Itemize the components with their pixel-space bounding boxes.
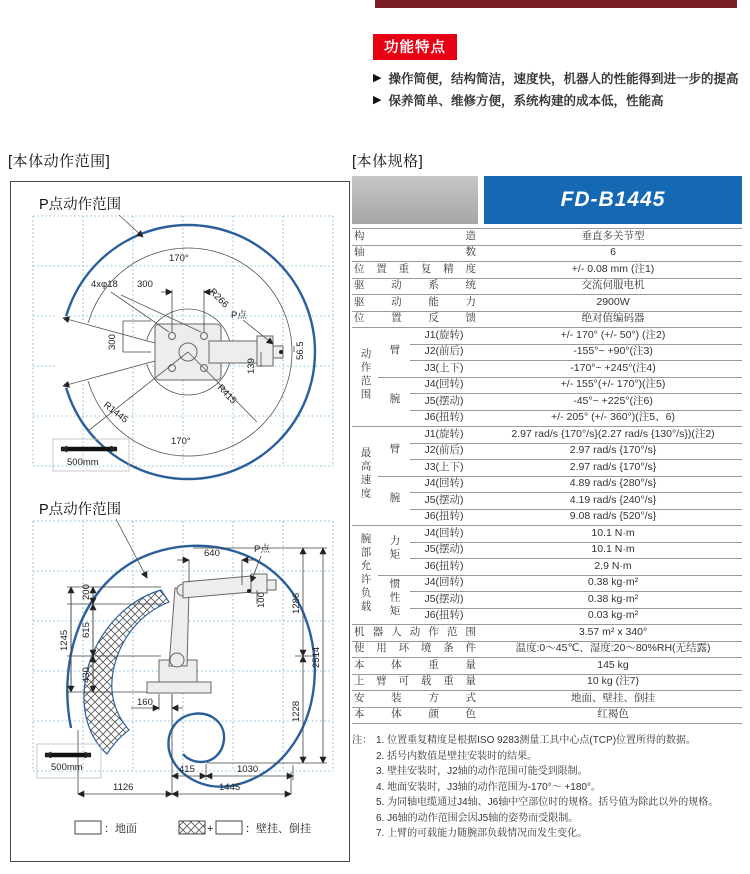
r266-label: R266 xyxy=(206,286,231,311)
joint-label: J1(旋转) xyxy=(410,427,478,444)
plan-dimensions xyxy=(88,215,294,431)
joint-label: J5(摆动) xyxy=(410,493,478,510)
row-value: -155°~ +90°(注3) xyxy=(484,344,742,361)
motion-range-heading: [本体动作范围] xyxy=(8,153,111,170)
dim-160: 160 xyxy=(137,697,153,708)
row-value: 4.89 rad/s {280°/s} xyxy=(484,476,742,493)
row-label: 驱动能力 xyxy=(354,295,477,308)
robot-top-view xyxy=(155,324,283,380)
table-row xyxy=(352,394,742,411)
dim-200: 200 xyxy=(81,584,92,600)
r415-label: R415 xyxy=(214,382,239,407)
row-value: 地面、壁挂、倒挂 xyxy=(484,691,742,708)
row-value: 0.03 kg·m² xyxy=(484,608,742,625)
spec-table-header xyxy=(352,176,742,224)
table-row xyxy=(352,311,742,328)
joint-label: J6(扭转) xyxy=(410,410,478,427)
note-line: 3. 壁挂安装时，J2轴的动作范围可能受到限制。 xyxy=(376,766,588,777)
p-point-label: P点 xyxy=(254,544,270,555)
dim-415: 415 xyxy=(179,764,195,775)
table-row xyxy=(352,344,742,361)
row-value: +/- 205° (+/- 360°)(注5、6) xyxy=(484,410,742,427)
joint-label: J4(回转) xyxy=(410,526,478,543)
note-line: 1. 位置重复精度是根据ISO 9283测量工具中心点(TCP)位置所得的数据。 xyxy=(376,735,697,746)
row-label: 位置重复精度 xyxy=(354,262,477,275)
row-value: +/- 155°(+/- 170°)(注5) xyxy=(484,377,742,394)
legend-plus: + xyxy=(207,823,214,835)
motion-range-diagram-box xyxy=(10,181,350,862)
side-view-diagram xyxy=(11,490,349,859)
group-label: 动作范围 xyxy=(359,348,372,403)
top-accent-bar xyxy=(375,0,737,8)
joint-label: J6(扭转) xyxy=(410,509,478,526)
row-value: 2.97 rad/s {170°/s} xyxy=(484,460,742,477)
row-value: -45°~ +225°(注6) xyxy=(484,394,742,411)
note-line: 2. 括号内数值是壁挂安装时的结果。 xyxy=(376,750,538,762)
table-row xyxy=(352,641,742,658)
table-row xyxy=(352,707,742,724)
row-value: 绝对值编码器 xyxy=(484,311,742,328)
row-label: 构造 xyxy=(354,229,477,242)
row-value: 10.1 N·m xyxy=(484,542,742,559)
bullet-triangle-icon: ▶ xyxy=(373,94,382,106)
row-label: 使用环境条件 xyxy=(354,642,477,655)
table-row xyxy=(352,575,742,592)
row-label: 上臂可载重量 xyxy=(354,675,477,688)
group-label: 腕部允许负载 xyxy=(359,532,372,614)
joint-label: J2(前后) xyxy=(410,443,478,460)
row-value: 3.57 m² x 340° xyxy=(484,625,742,642)
joint-label: J4(回转) xyxy=(410,377,478,394)
table-row xyxy=(352,410,742,427)
joint-label: J6(扭转) xyxy=(410,608,478,625)
row-value: +/- 170° (+/- 50°) (注2) xyxy=(484,328,742,345)
p-point-envelope-hook xyxy=(168,714,224,762)
row-label: 机器人动作范围 xyxy=(354,625,477,638)
joint-label: J4(回转) xyxy=(410,575,478,592)
table-row xyxy=(352,295,742,312)
features-section xyxy=(373,34,745,113)
dim-430: 430 xyxy=(81,667,92,683)
table-row xyxy=(352,245,742,262)
spec-table xyxy=(352,228,742,724)
joint-label: J2(前后) xyxy=(410,344,478,361)
table-row xyxy=(352,476,742,493)
row-label: 本体重量 xyxy=(354,658,477,671)
features-badge: 功能特点 xyxy=(373,34,457,60)
row-value: 0.38 kg·m² xyxy=(484,592,742,609)
joint-label: J3(上下) xyxy=(410,460,478,477)
row-value: 9.08 rad/s {520°/s} xyxy=(484,509,742,526)
joint-label: J5(摆动) xyxy=(410,542,478,559)
table-row xyxy=(352,229,742,246)
row-value: -170°~ +245°(注4) xyxy=(484,361,742,378)
joint-label: J5(摆动) xyxy=(410,592,478,609)
feature-text: 操作简便，结构简洁，速度快，机器人的性能得到进一步的提高 xyxy=(388,72,739,86)
table-row xyxy=(352,608,742,625)
table-row xyxy=(352,625,742,642)
dim-300-vertical: 300 xyxy=(107,334,118,350)
row-value: 2900W xyxy=(484,295,742,312)
scale-label: 500mm xyxy=(67,457,99,468)
bullet-triangle-icon: ▶ xyxy=(373,72,382,84)
subgroup-label: 惯性矩 xyxy=(388,577,401,619)
table-row xyxy=(352,542,742,559)
table-row xyxy=(352,691,742,708)
joint-label: J5(摆动) xyxy=(410,394,478,411)
feature-text: 保养简单、维修方便，系统构建的成本低，性能高 xyxy=(388,94,664,108)
joint-label: J3(上下) xyxy=(410,361,478,378)
subgroup-label: 臂 xyxy=(388,343,401,358)
subgroup-label: 腕 xyxy=(388,393,401,407)
table-row xyxy=(352,526,742,543)
spec-section xyxy=(352,176,742,842)
plan-title: P点动作范围 xyxy=(39,197,122,213)
plan-view-diagram xyxy=(11,182,349,490)
row-label: 安装方式 xyxy=(354,691,477,704)
dim-1445: 1445 xyxy=(219,782,241,793)
row-value: 145 kg xyxy=(484,658,742,675)
row-value: +/- 0.08 mm (注1) xyxy=(484,262,742,279)
dim-1286: 1286 xyxy=(291,592,302,614)
row-label: 驱动系统 xyxy=(354,279,477,292)
legend-wall-label: ：壁挂、倒挂 xyxy=(245,823,311,835)
dim-300-horizontal: 300 xyxy=(137,279,153,290)
table-row xyxy=(352,509,742,526)
subgroup-label: 臂 xyxy=(388,442,401,457)
table-row xyxy=(352,460,742,477)
row-value: 6 xyxy=(484,245,742,262)
subgroup-label: 力矩 xyxy=(388,534,401,562)
p-point-label: P点 xyxy=(231,310,247,321)
spec-header-gray-cell xyxy=(352,176,478,224)
row-value: 10.1 N·m xyxy=(484,526,742,543)
table-row xyxy=(352,658,742,675)
row-label: 本体颜色 xyxy=(354,708,477,721)
table-row xyxy=(352,493,742,510)
dim-1228: 1228 xyxy=(291,700,302,722)
dim-640: 640 xyxy=(204,548,220,559)
angle-top-label: 170° xyxy=(169,253,189,264)
dim-56-5: 56.5 xyxy=(295,341,306,360)
wall-mount-region xyxy=(84,590,169,754)
table-row xyxy=(352,278,742,295)
row-value: 垂直多关节型 xyxy=(484,229,742,246)
mount-legend xyxy=(75,821,242,834)
row-value: 交流伺服电机 xyxy=(484,278,742,295)
footnotes xyxy=(352,733,742,842)
scale-label: 500mm xyxy=(51,762,83,773)
dim-1126: 1126 xyxy=(113,782,134,793)
table-row xyxy=(352,328,742,345)
spec-heading: [本体规格] xyxy=(352,153,424,170)
row-label: 轴数 xyxy=(354,246,477,259)
note-line: 5. 为同轴电缆通过J4轴、J6轴中空部位时的规格。括号值为除此以外的规格。 xyxy=(376,797,719,808)
row-value: 4.19 rad/s {240°/s} xyxy=(484,493,742,510)
table-row xyxy=(352,559,742,576)
note-line: 7. 上臂的可载能力随腕部负载情况而发生变化。 xyxy=(376,828,588,839)
r1445-label: R1445 xyxy=(101,399,130,426)
joint-label: J1(旋转) xyxy=(410,328,478,345)
model-name: FD-B1445 xyxy=(560,188,666,211)
bolt-label: 4xφ18 xyxy=(91,279,118,290)
row-value: 红褐色 xyxy=(484,707,742,724)
feature-item xyxy=(373,69,745,89)
table-row xyxy=(352,262,742,279)
dim-2514: 2514 xyxy=(311,646,322,668)
table-row xyxy=(352,377,742,394)
dim-139: 139 xyxy=(246,358,257,374)
dim-100: 100 xyxy=(256,592,267,608)
row-value: 2.97 rad/s {170°/s} xyxy=(484,443,742,460)
joint-label: J6(扭转) xyxy=(410,559,478,576)
joint-label: J4(回转) xyxy=(410,476,478,493)
dim-1030: 1030 xyxy=(237,764,259,775)
table-row xyxy=(352,674,742,691)
dim-1245: 1245 xyxy=(59,629,70,651)
row-value: 10 kg (注7) xyxy=(484,674,742,691)
notes-prefix: 注： xyxy=(352,735,372,746)
side-title: P点动作范围 xyxy=(39,502,122,518)
table-row xyxy=(352,592,742,609)
feature-item xyxy=(373,91,745,111)
row-value: 0.38 kg·m² xyxy=(484,575,742,592)
row-label: 位置反馈 xyxy=(354,312,477,325)
table-row xyxy=(352,427,742,444)
table-row xyxy=(352,443,742,460)
group-label: 最高速度 xyxy=(359,447,372,502)
row-value: 2.9 N·m xyxy=(484,559,742,576)
angle-bottom-label: 170° xyxy=(171,436,191,447)
subgroup-label: 腕 xyxy=(388,492,401,506)
legend-floor-label: ：地面 xyxy=(104,823,137,835)
note-line: 4. 地面安装时，J3轴的动作范围为-170°～ +180°。 xyxy=(376,781,601,793)
row-value: 温度:0～45℃、湿度:20～80%RH(无结露) xyxy=(484,641,742,658)
table-row xyxy=(352,361,742,378)
features-list xyxy=(373,69,745,111)
note-line: 6. J6轴的动作范围会因J5轴的姿势而受限制。 xyxy=(376,812,579,824)
dim-615: 615 xyxy=(81,622,92,638)
spec-header-model-cell xyxy=(484,176,742,224)
row-value: 2.97 rad/s {170°/s}(2.27 rad/s {130°/s})(注2) xyxy=(484,427,742,444)
